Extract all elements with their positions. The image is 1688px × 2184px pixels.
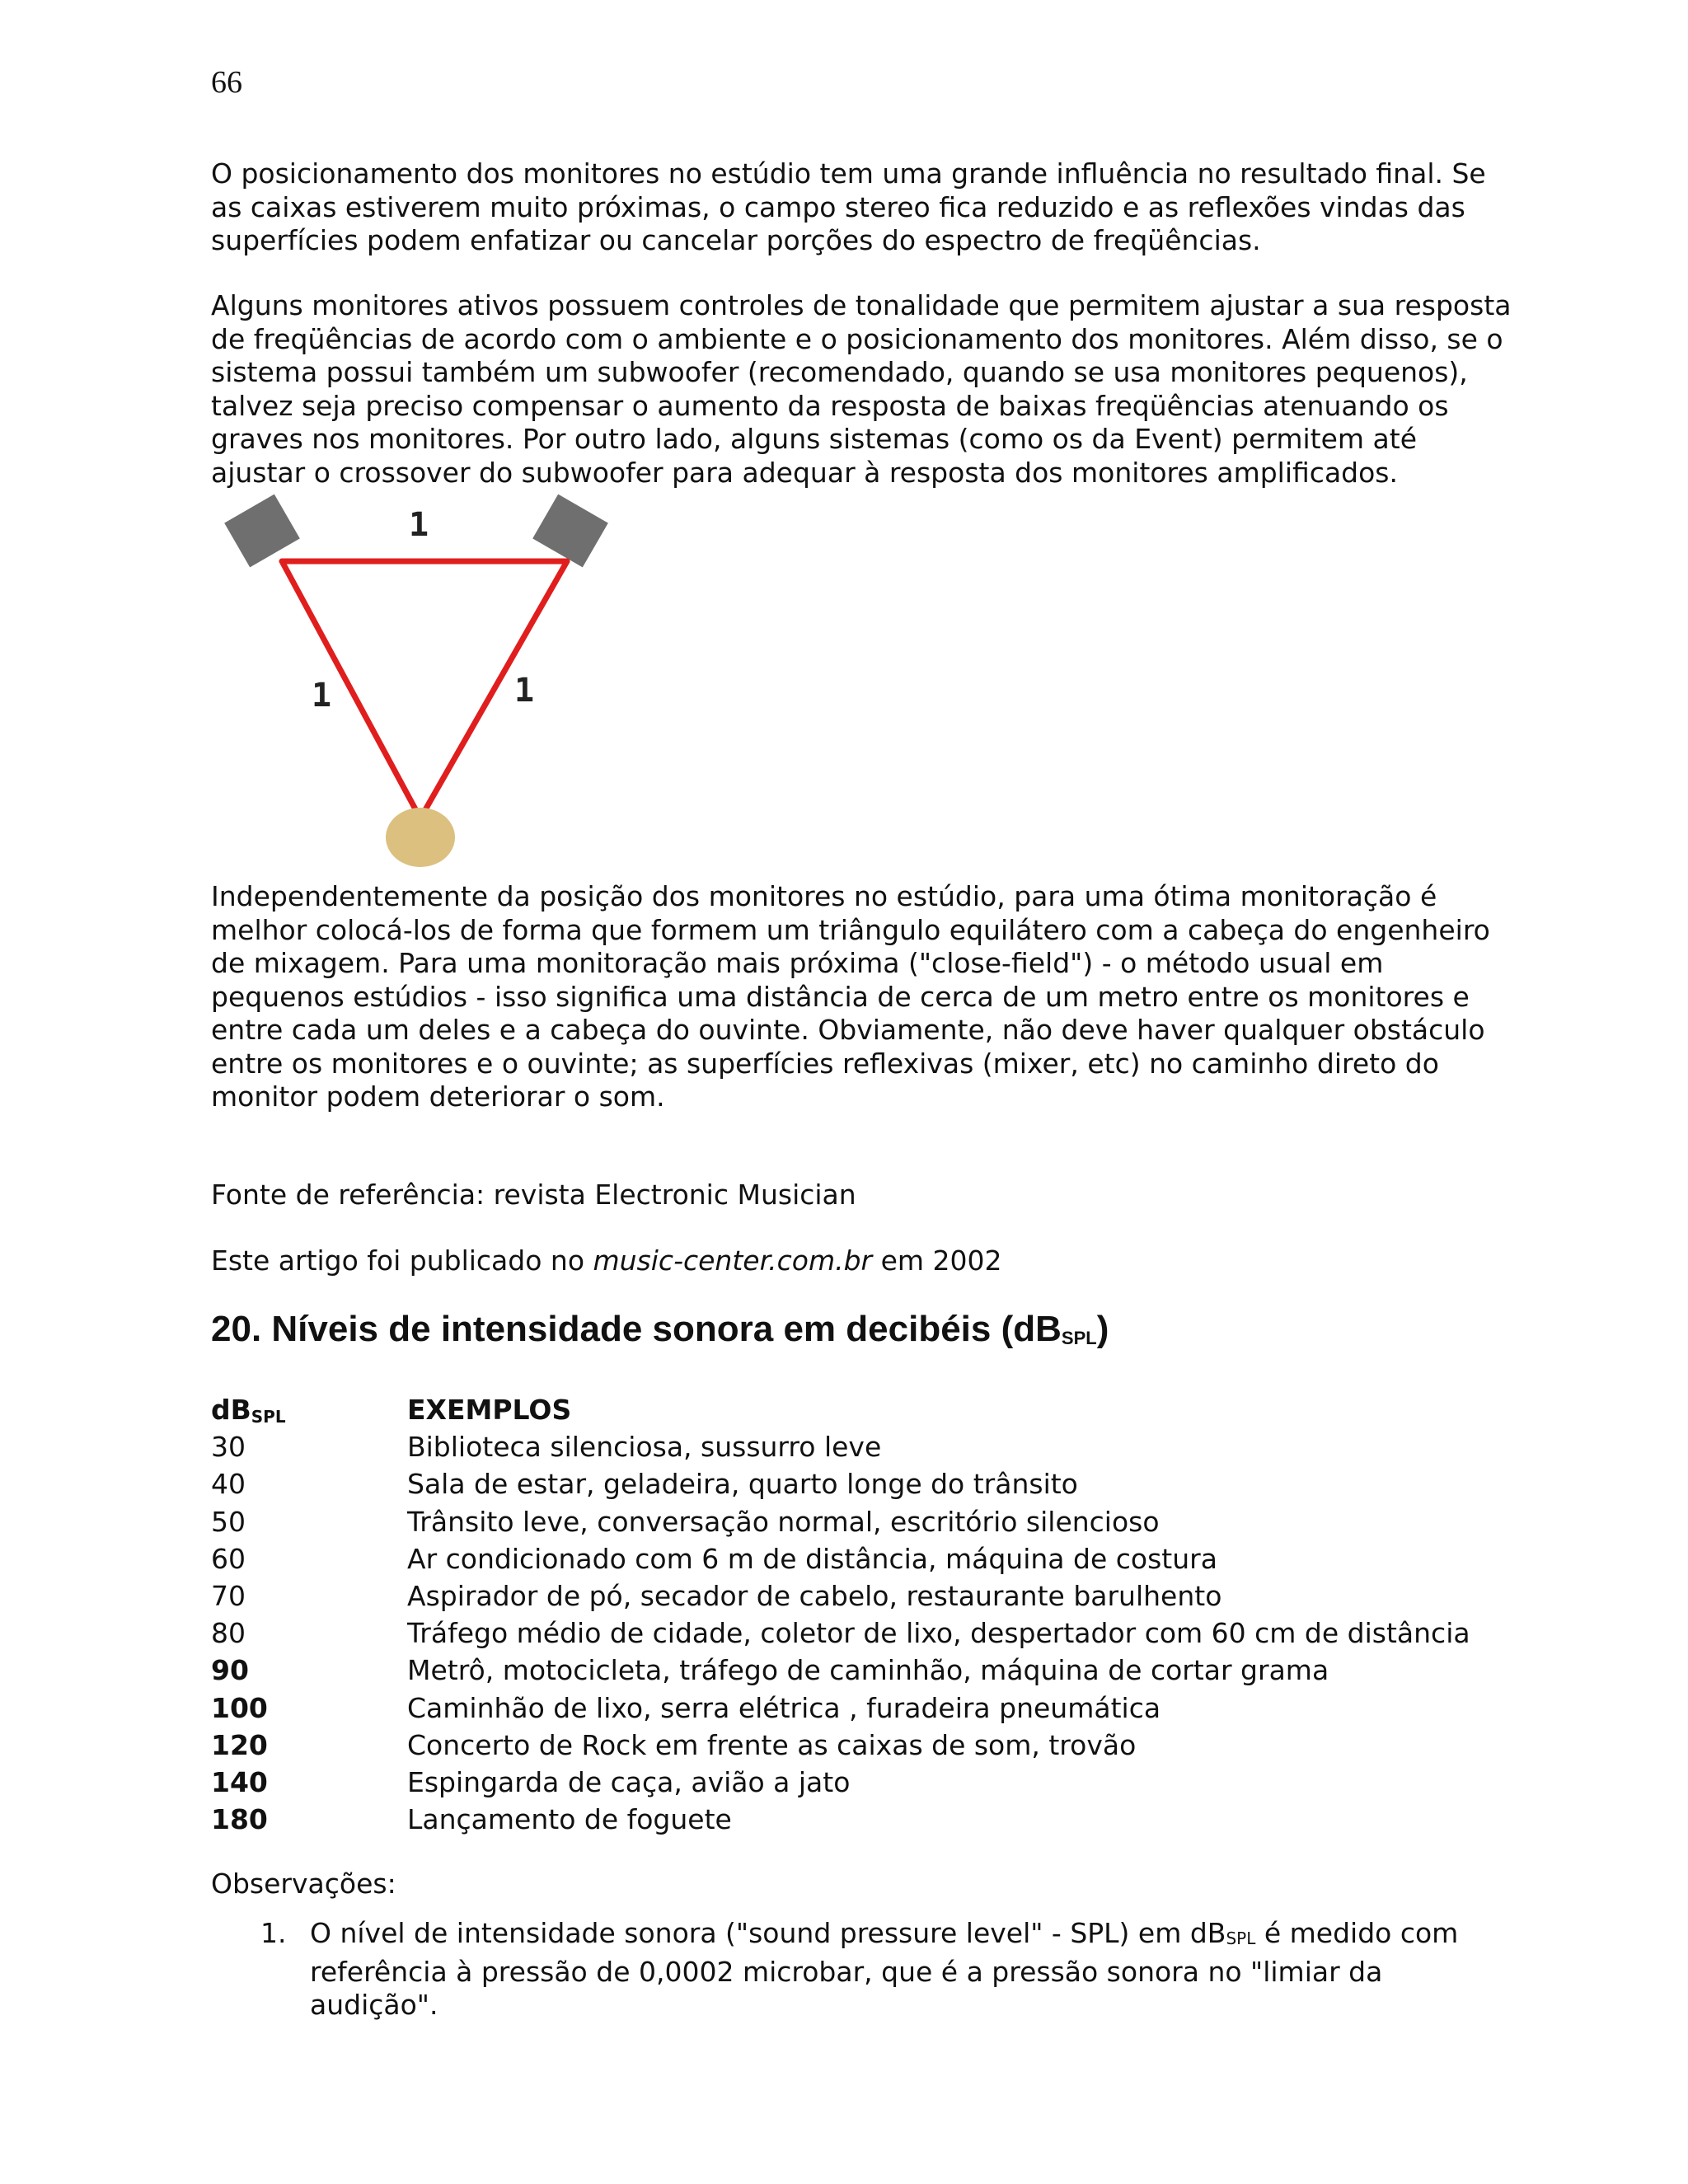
table-body bbox=[211, 1428, 1571, 1838]
text-line: monitor podem deteriorar o som. bbox=[211, 1080, 665, 1113]
text-fragment: O nível de intensidade sonora ("sound pressure level" - SPL) em dB bbox=[310, 1917, 1226, 1949]
text-line: audição". bbox=[310, 1989, 438, 2021]
example-text: Sala de estar, geladeira, quarto longe do trânsito bbox=[407, 1468, 1078, 1501]
example-text: Trânsito leve, conversação normal, escritório silencioso bbox=[407, 1505, 1160, 1538]
example-text: Metrô, motocicleta, tráfego de caminhão, máquina de cortar grama bbox=[407, 1654, 1329, 1687]
db-value: 70 bbox=[211, 1580, 246, 1613]
publication-site: music-center.com.br bbox=[593, 1244, 873, 1277]
example-text: Lançamento de foguete bbox=[407, 1803, 732, 1836]
publication-note bbox=[211, 1244, 1563, 1278]
distance-label-left: 1 bbox=[311, 677, 332, 715]
publication-prefix: Este artigo foi publicado no bbox=[211, 1244, 593, 1277]
text-line: O posicionamento dos monitores no estúdio tem uma grande influência no resultado final. Se bbox=[211, 157, 1486, 190]
db-value: 180 bbox=[211, 1803, 268, 1836]
table-row bbox=[211, 1690, 1571, 1727]
table-row bbox=[211, 1503, 1571, 1540]
text-line: pequenos estúdios - isso significa uma distância de cerca de um metro entre os monitores e bbox=[211, 980, 1470, 1013]
table-row bbox=[211, 1801, 1571, 1838]
table-row bbox=[211, 1577, 1571, 1615]
table-row bbox=[211, 1428, 1571, 1465]
list-item-number: 1. bbox=[260, 1917, 287, 1949]
heading-close: ) bbox=[1096, 1309, 1109, 1349]
intro-paragraph-2 bbox=[211, 289, 1563, 490]
source-reference: Fonte de referência: revista Electronic Musician bbox=[211, 1179, 856, 1211]
intro-paragraph-1 bbox=[211, 157, 1563, 258]
db-value: 120 bbox=[211, 1728, 268, 1761]
text-line: de freqüências de acordo com o ambiente e o posicionamento dos monitores. Além disso, se o bbox=[211, 322, 1503, 355]
table-header-row bbox=[211, 1391, 1571, 1428]
text-line: superfícies podem enfatizar ou cancelar porções do espectro de freqüências. bbox=[211, 224, 1261, 256]
header-db-label: dB bbox=[211, 1393, 251, 1426]
db-value: 30 bbox=[211, 1431, 246, 1464]
db-value: 60 bbox=[211, 1542, 246, 1575]
publication-suffix: em 2002 bbox=[872, 1244, 1002, 1277]
text-line: melhor colocá-los de forma que formem um triângulo equilátero com a cabeça do engenheiro bbox=[211, 913, 1490, 946]
text-line: entre cada um deles e a cabeça do ouvinte. Obviamente, não deve haver qualquer obstáculo bbox=[211, 1014, 1485, 1046]
table-row bbox=[211, 1764, 1571, 1801]
right-speaker-icon bbox=[532, 494, 608, 568]
table-row bbox=[211, 1652, 1571, 1689]
listener-head-icon bbox=[386, 808, 455, 867]
text-line: Independentemente da posição dos monitores no estúdio, para uma ótima monitoração é bbox=[211, 880, 1437, 912]
distance-label-right: 1 bbox=[513, 672, 535, 710]
example-text: Aspirador de pó, secador de cabelo, restaurante barulhento bbox=[407, 1580, 1222, 1613]
table-row bbox=[211, 1615, 1571, 1652]
section-heading bbox=[211, 1309, 1109, 1350]
header-db-subscript: SPL bbox=[251, 1406, 286, 1427]
db-value: 80 bbox=[211, 1617, 246, 1650]
text-line: talvez seja preciso compensar o aumento da resposta de baixas freqüências atenuando os bbox=[211, 389, 1449, 422]
example-text: Biblioteca silenciosa, sussurro leve bbox=[407, 1431, 882, 1464]
example-text: Caminhão de lixo, serra elétrica , furadeira pneumática bbox=[407, 1691, 1161, 1724]
text-line: as caixas estiverem muito próximas, o campo stereo fica reduzido e as reflexões vindas das bbox=[211, 190, 1465, 223]
header-db bbox=[211, 1394, 407, 1427]
decibel-table bbox=[211, 1391, 1571, 1838]
table-row bbox=[211, 1727, 1571, 1764]
example-text: Tráfego médio de cidade, coletor de lixo, despertador com 60 cm de distância bbox=[407, 1617, 1470, 1650]
text-line: graves nos monitores. Por outro lado, alguns sistemas (como os da Event) permitem até bbox=[211, 423, 1418, 455]
text-subscript: SPL bbox=[1226, 1929, 1256, 1948]
header-examples: EXEMPLOS bbox=[407, 1394, 572, 1427]
heading-subscript: SPL bbox=[1061, 1328, 1097, 1348]
left-speaker-icon bbox=[224, 494, 300, 568]
text-line: entre os monitores e o ouvinte; as superfícies reflexivas (mixer, etc) no caminho direto do bbox=[211, 1047, 1439, 1080]
table-row bbox=[211, 1540, 1571, 1577]
list-item-text bbox=[310, 1917, 1458, 2022]
example-text: Ar condicionado com 6 m de distância, máquina de costura bbox=[407, 1542, 1217, 1575]
text-line: referência à pressão de 0,0002 microbar, que é a pressão sonora no "limiar da bbox=[310, 1955, 1383, 1988]
example-text: Concerto de Rock em frente as caixas de som, trovão bbox=[407, 1728, 1137, 1761]
text-line: de mixagem. Para uma monitoração mais próxima ("close-field") - o método usual em bbox=[211, 947, 1384, 979]
positioning-paragraph bbox=[211, 880, 1563, 1114]
db-value: 40 bbox=[211, 1468, 246, 1501]
text-line bbox=[310, 1917, 1458, 1956]
db-value: 90 bbox=[211, 1654, 249, 1687]
distance-label-top: 1 bbox=[408, 506, 429, 544]
observations-label: Observações: bbox=[211, 1868, 396, 1900]
text-line: Alguns monitores ativos possuem controles de tonalidade que permitem ajustar a sua resposta bbox=[211, 289, 1512, 321]
db-value: 50 bbox=[211, 1505, 246, 1538]
text-line: ajustar o crossover do subwoofer para adequar à resposta dos monitores amplificados. bbox=[211, 456, 1398, 489]
text-fragment: é medido com bbox=[1255, 1917, 1459, 1949]
heading-main: 20. Níveis de intensidade sonora em decibéis (dB bbox=[211, 1309, 1062, 1349]
db-value: 100 bbox=[211, 1691, 268, 1724]
table-row bbox=[211, 1465, 1571, 1502]
text-line: sistema possui também um subwoofer (recomendado, quando se usa monitores pequenos), bbox=[211, 356, 1468, 388]
db-value: 140 bbox=[211, 1765, 268, 1798]
example-text: Espingarda de caça, avião a jato bbox=[407, 1765, 851, 1798]
page-number: 66 bbox=[211, 65, 242, 100]
monitor-triangle-diagram bbox=[206, 490, 651, 878]
